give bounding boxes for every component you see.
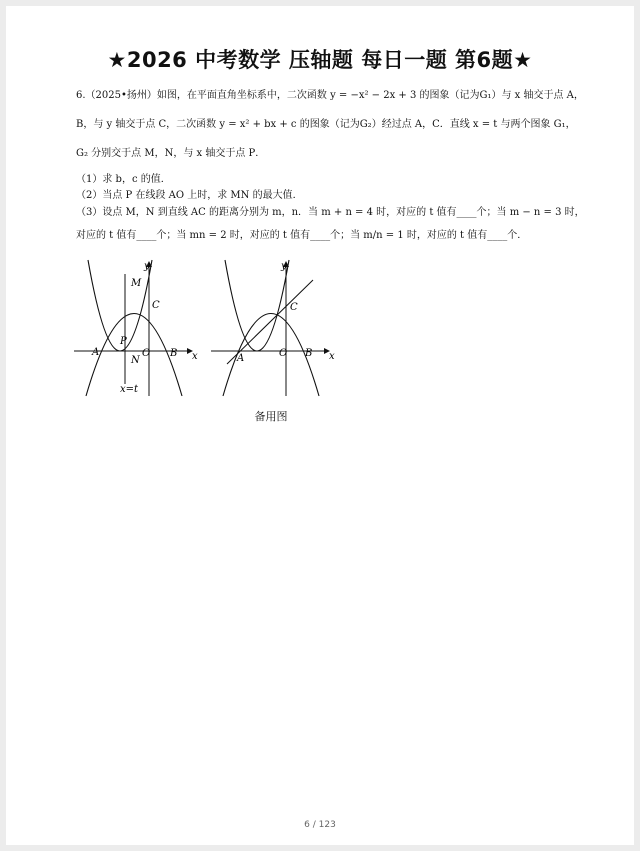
label-a: A <box>237 353 245 364</box>
label-x: x <box>329 351 335 362</box>
question-1: （1）求 b，c 的值． <box>76 174 171 185</box>
label-m: M <box>131 278 142 289</box>
label-b: B <box>305 348 313 359</box>
parabola-g2 <box>225 260 289 351</box>
label-n: N <box>131 355 140 366</box>
figure-1-graph <box>72 256 202 398</box>
page-title: ★2026 中考数学 压轴题 每日一题 第6题★ <box>107 48 533 72</box>
label-b: B <box>170 348 178 359</box>
label-y: y <box>281 261 287 272</box>
figure-2-caption: 备用图 <box>254 410 288 423</box>
problem-line-2: B，与 y 轴交于点 C，二次函数 y = x² + bx + c 的图象（记为G₂）经过点 A，C．直线 x = t 与两个图象 G₁， <box>76 119 576 130</box>
label-line-t: x=t <box>120 384 139 395</box>
problem-line-3: G₂ 分别交于点 M，N，与 x 轴交于点 P． <box>76 148 266 159</box>
question-3-line-2: 对应的 t 值有____个；当 mn = 2 时，对应的 t 值有____个；当 m/n = 1 时，对应的 t 值有____个． <box>76 230 528 241</box>
figure-2-graph <box>209 256 339 398</box>
label-x: x <box>192 351 198 362</box>
question-2: （2）当点 P 在线段 AO 上时，求 MN 的最大值． <box>76 190 303 201</box>
label-c: C <box>152 300 160 311</box>
label-y: y <box>144 261 150 272</box>
label-a: A <box>92 347 100 358</box>
problem-line-1: 6.（2025•扬州）如图，在平面直角坐标系中，二次函数 y = −x² − 2x + 3 的图象（记为G₁）与 x 轴交于点 A， <box>76 90 584 101</box>
page-number: 6 / 123 <box>304 820 336 830</box>
label-o: O <box>142 348 151 359</box>
document-page <box>6 6 634 845</box>
question-3-line-1: （3）设点 M，N 到直线 AC 的距离分别为 m，n．当 m + n = 4 时，对应的 t 值有____个；当 m − n = 3 时， <box>76 207 585 218</box>
label-o: O <box>279 348 288 359</box>
label-p: P <box>120 336 127 347</box>
label-c: C <box>290 302 298 313</box>
